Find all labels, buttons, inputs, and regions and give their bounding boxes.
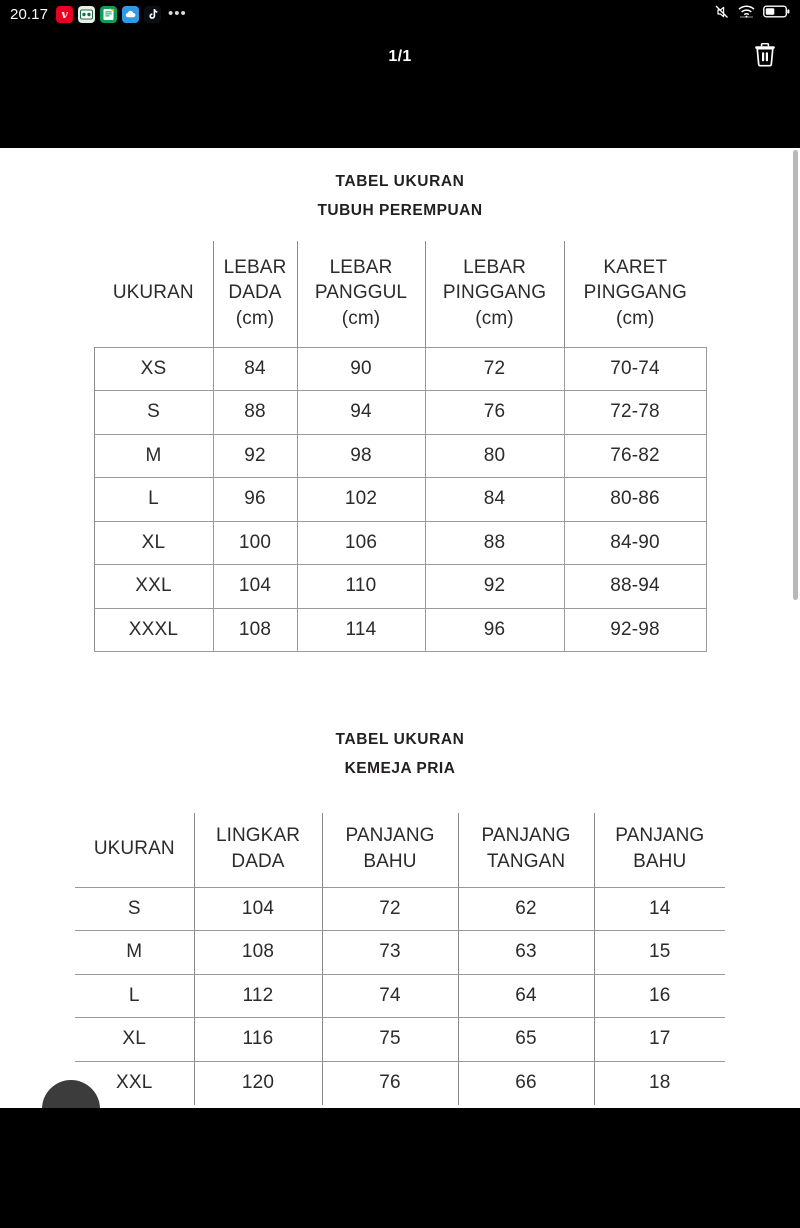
measurement-cell: 62 xyxy=(458,887,594,931)
measurement-cell: 92 xyxy=(425,565,564,609)
women-size-table-wrapper xyxy=(0,241,800,652)
header-text-line: LEBAR xyxy=(329,257,393,279)
table-row xyxy=(94,521,706,565)
measurement-cell: 80-86 xyxy=(564,478,706,522)
system-status-icons xyxy=(713,3,790,25)
status-clock: 20.17 xyxy=(10,5,49,23)
header-text-line: DADA xyxy=(231,851,285,873)
measurement-cell: 108 xyxy=(194,931,322,975)
measurement-cell: 100 xyxy=(213,521,297,565)
measurement-cell: 88 xyxy=(213,391,297,435)
size-label-cell: XL xyxy=(94,521,213,565)
measurement-cell: 92-98 xyxy=(564,608,706,652)
measurement-cell: 94 xyxy=(297,391,425,435)
measurement-cell: 66 xyxy=(458,1061,594,1105)
measurement-cell: 76 xyxy=(322,1061,458,1105)
men-header-cell-2 xyxy=(322,813,458,887)
header-text-line: TANGAN xyxy=(486,851,566,873)
size-label-cell: XXL xyxy=(75,1061,194,1105)
women-table-header-row xyxy=(94,241,706,347)
size-label-cell: M xyxy=(94,434,213,478)
women-header-cell-0 xyxy=(94,241,213,347)
measurement-cell: 92 xyxy=(213,434,297,478)
header-text-line: PANJANG xyxy=(481,825,571,847)
measurement-cell: 17 xyxy=(594,1018,725,1062)
women-table-title-line2: TUBUH PEREMPUAN xyxy=(317,201,483,219)
measurement-cell: 63 xyxy=(458,931,594,975)
size-label-cell: S xyxy=(75,887,194,931)
tiktok-icon xyxy=(144,6,161,23)
size-label-cell: M xyxy=(75,931,194,975)
men-size-table xyxy=(75,813,725,1104)
header-text-line: LINGKAR xyxy=(215,825,301,847)
women-table-title-line1: TABEL UKURAN xyxy=(335,173,465,190)
header-text-line: (cm) xyxy=(235,307,275,329)
header-text-line: LEBAR xyxy=(223,257,287,279)
table-row xyxy=(75,974,725,1018)
table-row xyxy=(75,887,725,931)
header-text-line: PINGGANG xyxy=(583,282,687,304)
size-label-cell: L xyxy=(75,974,194,1018)
women-header-cell-1 xyxy=(213,241,297,347)
measurement-cell: 15 xyxy=(594,931,725,975)
page-indicator: 1/1 xyxy=(388,48,412,65)
table-row xyxy=(75,1018,725,1062)
google-docs-icon xyxy=(100,6,117,23)
measurement-cell: 76-82 xyxy=(564,434,706,478)
measurement-cell: 88-94 xyxy=(564,565,706,609)
size-label-cell: S xyxy=(94,391,213,435)
trash-icon xyxy=(754,43,776,72)
measurement-cell: 14 xyxy=(594,887,725,931)
measurement-cell: 70-74 xyxy=(564,347,706,391)
measurement-cell: 72 xyxy=(322,887,458,931)
header-text-line: UKURAN xyxy=(112,282,194,304)
header-text-line: PANGGUL xyxy=(314,282,408,304)
measurement-cell: 120 xyxy=(194,1061,322,1105)
measurement-cell: 84 xyxy=(213,347,297,391)
men-table-title-line2: KEMEJA PRIA xyxy=(344,759,456,777)
measurement-cell: 76 xyxy=(425,391,564,435)
header-text-line: BAHU xyxy=(633,851,687,873)
size-label-cell: XS xyxy=(94,347,213,391)
measurement-cell: 84-90 xyxy=(564,521,706,565)
women-header-cell-4 xyxy=(564,241,706,347)
wifi-icon xyxy=(737,3,756,25)
table-row xyxy=(94,608,706,652)
size-label-cell: XXXL xyxy=(94,608,213,652)
measurement-cell: 74 xyxy=(322,974,458,1018)
measurement-cell: 88 xyxy=(425,521,564,565)
measurement-cell: 112 xyxy=(194,974,322,1018)
bottom-letterbox xyxy=(0,1108,800,1228)
women-size-table xyxy=(94,241,707,652)
measurement-cell: 96 xyxy=(213,478,297,522)
men-table-body xyxy=(75,887,725,1105)
size-chart-image xyxy=(0,148,800,1105)
table-row xyxy=(94,478,706,522)
women-table-body xyxy=(94,347,706,652)
header-text-line: LEBAR xyxy=(463,257,526,279)
measurement-cell: 110 xyxy=(297,565,425,609)
measurement-cell: 84 xyxy=(425,478,564,522)
image-viewport[interactable] xyxy=(0,148,800,1108)
pinterest-icon: v xyxy=(56,6,73,23)
measurement-cell: 108 xyxy=(213,608,297,652)
status-bar xyxy=(0,0,800,28)
delete-button[interactable] xyxy=(748,40,782,74)
measurement-cell: 90 xyxy=(297,347,425,391)
men-table-head xyxy=(75,813,725,887)
header-text-line: PANJANG xyxy=(345,825,435,847)
measurement-cell: 65 xyxy=(458,1018,594,1062)
mute-icon xyxy=(713,3,730,25)
more-notifications-icon: ••• xyxy=(168,5,187,22)
battery-icon xyxy=(763,4,790,24)
men-header-cell-3 xyxy=(458,813,594,887)
women-header-cell-3 xyxy=(425,241,564,347)
measurement-cell: 116 xyxy=(194,1018,322,1062)
header-text-line: KARET xyxy=(603,257,668,279)
cloud-storage-icon xyxy=(122,6,139,23)
table-row xyxy=(75,1061,725,1105)
men-header-cell-0 xyxy=(75,813,194,887)
measurement-cell: 102 xyxy=(297,478,425,522)
measurement-cell: 72-78 xyxy=(564,391,706,435)
table-row xyxy=(94,391,706,435)
women-header-cell-2 xyxy=(297,241,425,347)
men-header-cell-1 xyxy=(194,813,322,887)
vertical-scrollbar[interactable] xyxy=(793,150,798,600)
header-text-line: DADA xyxy=(228,282,282,304)
header-text-line: PANJANG xyxy=(615,825,705,847)
table-row xyxy=(94,347,706,391)
header-text-line: (cm) xyxy=(341,307,381,329)
header-text-line: (cm) xyxy=(616,307,655,329)
measurement-cell: 73 xyxy=(322,931,458,975)
header-text-line: BAHU xyxy=(363,851,417,873)
table-row xyxy=(94,434,706,478)
measurement-cell: 96 xyxy=(425,608,564,652)
size-label-cell: XXL xyxy=(94,565,213,609)
women-table-head xyxy=(94,241,706,347)
men-size-table-wrapper xyxy=(0,813,800,1104)
whatsapp-business-icon xyxy=(78,6,95,23)
measurement-cell: 16 xyxy=(594,974,725,1018)
notification-icon-group xyxy=(56,6,187,23)
measurement-cell: 104 xyxy=(213,565,297,609)
men-table-header-row xyxy=(75,813,725,887)
men-header-cell-4 xyxy=(594,813,725,887)
measurement-cell: 18 xyxy=(594,1061,725,1105)
header-text-line: UKURAN xyxy=(93,838,175,860)
header-text-line: PINGGANG xyxy=(442,282,547,304)
measurement-cell: 98 xyxy=(297,434,425,478)
measurement-cell: 104 xyxy=(194,887,322,931)
viewer-toolbar xyxy=(0,28,800,86)
header-text-line: (cm) xyxy=(475,307,514,329)
table-row xyxy=(94,565,706,609)
size-label-cell: XL xyxy=(75,1018,194,1062)
measurement-cell: 114 xyxy=(297,608,425,652)
measurement-cell: 64 xyxy=(458,974,594,1018)
table-row xyxy=(75,931,725,975)
measurement-cell: 80 xyxy=(425,434,564,478)
size-label-cell: L xyxy=(94,478,213,522)
men-table-title-line1: TABEL UKURAN xyxy=(335,731,465,749)
measurement-cell: 75 xyxy=(322,1018,458,1062)
measurement-cell: 106 xyxy=(297,521,425,565)
measurement-cell: 72 xyxy=(425,347,564,391)
